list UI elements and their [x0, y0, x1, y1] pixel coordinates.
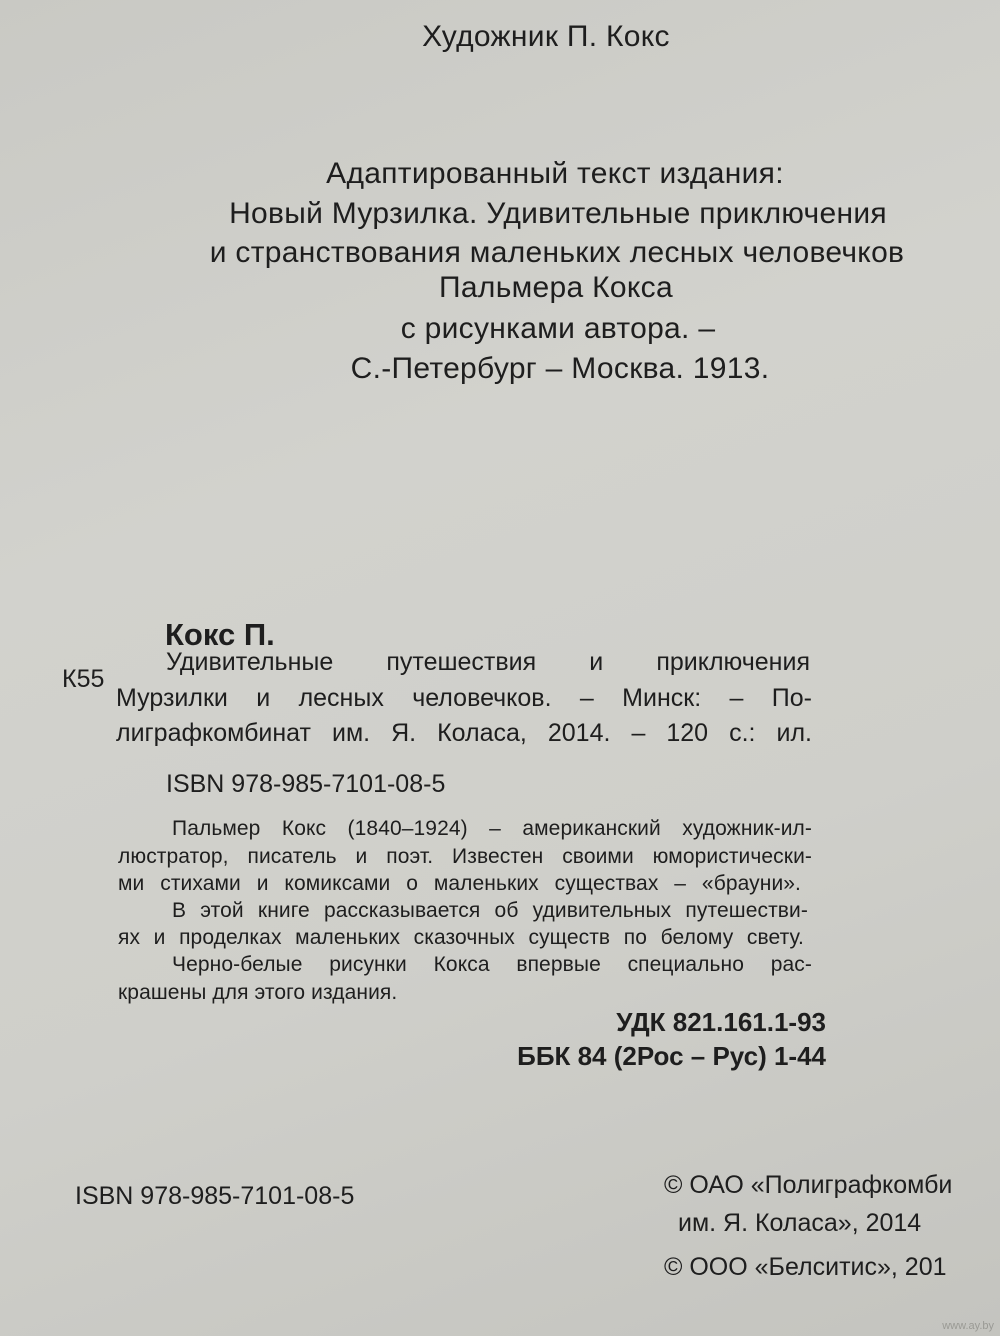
annotation-line: люстратор, писатель и поэт. Известен своими юмористически- — [118, 845, 812, 868]
copyright-line: им. Я. Коласа», 2014 — [678, 1209, 922, 1237]
annotation-line: ми стихами и комиксами о маленьких существах – «брауни». — [118, 872, 801, 895]
adapted-text-line: с рисунками автора. – — [400, 312, 716, 345]
catalog-entry-cont — [116, 680, 812, 716]
copyright-line: © ООО «Белситис», 201 — [664, 1253, 947, 1281]
adapted-text-line: и странствования маленьких лесных человечков — [209, 236, 905, 269]
bbk-code: ББК 84 (2Рос – Рус) 1-44 — [517, 1041, 826, 1071]
catalog-code: К55 — [62, 665, 105, 693]
adapted-text-line: С.-Петербург – Москва. 1913. — [350, 352, 770, 385]
catalog-entry-line: Мурзилки и лесных человечков. – Минск: – По- — [116, 684, 812, 712]
catalog-isbn: ISBN 978-985-7101-08-5 — [166, 770, 446, 798]
site-watermark: www.ay.by — [942, 1320, 994, 1332]
adapted-text-line: Адаптированный текст издания: — [326, 157, 784, 190]
udk-code: УДК 821.161.1-93 — [616, 1007, 826, 1037]
annotation-line: В этой книге рассказывается об удивительных путешестви- — [172, 899, 808, 922]
catalog-author-heading: Кокс П. — [165, 617, 275, 652]
catalog-entry — [166, 644, 810, 680]
annotation-line: Пальмер Кокс (1840–1924) – американский художник-ил- — [172, 817, 812, 840]
annotation-line: ях и проделках маленьких сказочных существ по белому свету. — [118, 926, 804, 949]
annotation-line: Черно-белые рисунки Кокса впервые специально рас- — [172, 953, 812, 976]
catalog-entry-cont — [116, 715, 812, 751]
copyright-line: © ОАО «Полиграфкомби — [664, 1171, 953, 1199]
footer-isbn: ISBN 978-985-7101-08-5 — [75, 1182, 355, 1210]
catalog-entry-line: Удивительные путешествия и приключения — [166, 648, 810, 676]
annotation-line: крашены для этого издания. — [118, 981, 398, 1004]
artist-credit: Художник П. Кокс — [422, 20, 670, 53]
catalog-entry-line: лиграфкомбинат им. Я. Коласа, 2014. – 120 с.: ил. — [116, 719, 812, 747]
adapted-text-line: Новый Мурзилка. Удивительные приключения — [229, 197, 887, 230]
adapted-text-line: Пальмера Кокса — [439, 271, 673, 304]
